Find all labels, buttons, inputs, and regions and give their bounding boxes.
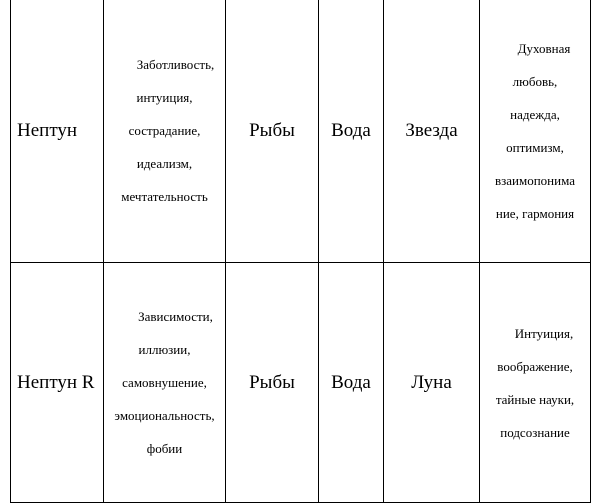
tarot-card: Звезда [405,119,458,141]
meaning-line: надежда, [510,106,560,122]
traits-list [104,300,225,465]
element-cell [319,0,384,263]
traits-cell [104,0,226,263]
traits-list [104,48,225,213]
trait-line: идеализм, [136,156,193,171]
planet-cell [11,263,104,503]
meaning-cell [480,0,591,263]
trait-line: иллюзии, [138,342,191,357]
trait-line: эмоциональность, [114,408,215,423]
astrology-table [10,0,591,503]
planet-name: Нептун [17,119,78,141]
planet-cell [11,0,104,263]
meaning-list [480,317,590,449]
traits-cell [104,263,226,503]
meaning-line: воображение, [497,358,573,374]
table-row [11,263,591,503]
tarot-card: Луна [411,371,452,393]
meaning-line: взаимопонима [494,172,575,188]
trait-line: самовнушение, [122,375,207,390]
meaning-cell [480,263,591,503]
element-name: Вода [331,119,371,141]
zodiac-sign: Рыбы [249,371,295,393]
zodiac-sign: Рыбы [249,119,295,141]
table-row [11,0,591,263]
meaning-line: Интуиция, [514,325,574,341]
meaning-line: тайные науки, [495,391,575,407]
element-cell [319,263,384,503]
meaning-line: подсознание [500,424,570,440]
meaning-line: Духовная [517,40,571,56]
meaning-line: ние, гармония [495,205,575,221]
element-name: Вода [331,371,371,393]
trait-line: фобии [146,441,183,456]
meaning-line: любовь, [512,73,558,89]
meaning-line: оптимизм, [506,139,564,155]
trait-line: мечтательность [121,189,208,204]
trait-line: сострадание, [128,123,201,138]
planet-name: Нептун R [17,371,95,393]
trait-line: Зависимости, [138,309,213,324]
sign-cell [226,0,319,263]
card-cell [384,0,480,263]
trait-line: интуиция, [136,90,193,105]
card-cell [384,263,480,503]
meaning-list [480,32,590,230]
sign-cell [226,263,319,503]
trait-line: Заботливость, [136,57,215,72]
